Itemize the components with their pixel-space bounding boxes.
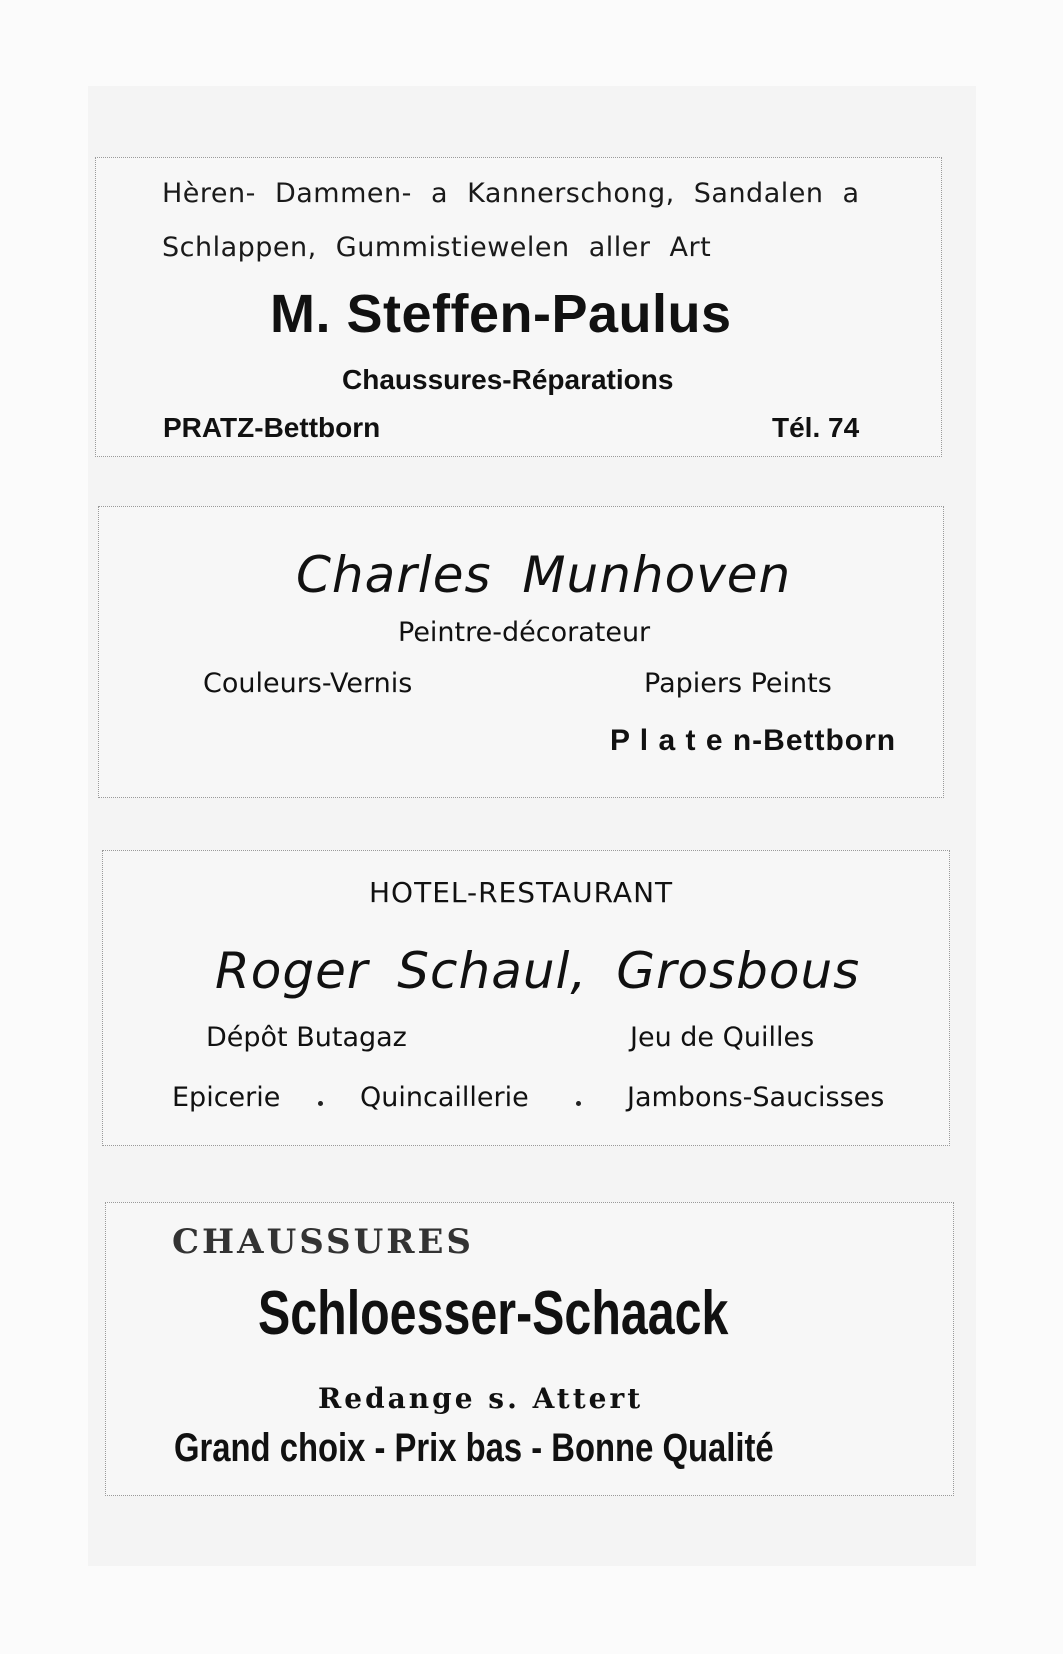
ad3-left-item: Dépôt Butagaz — [206, 1022, 407, 1053]
ad1-location: PRATZ-Bettborn — [163, 412, 381, 443]
ad2-left-item: Couleurs-Vernis — [203, 668, 413, 699]
ad1-subtitle: Chaussures-Réparations — [342, 364, 674, 395]
ad2-right-item: Papiers Peints — [644, 668, 832, 699]
ad2-business-name: Charles Munhoven — [296, 546, 792, 604]
ad1-phone: Tél. 74 — [772, 412, 860, 443]
ad1-business-name: M. Steffen-Paulus — [270, 284, 732, 344]
ad4-business-name: Schloesser-Schaack — [258, 1279, 729, 1348]
ad4-slogan: Grand choix - Prix bas - Bonne Qualité — [174, 1426, 774, 1470]
ad1-line1: Hèren- Dammen- a Kannerschong, Sandalen a — [162, 178, 860, 209]
ad3-heading: HOTEL-RESTAURANT — [369, 876, 674, 909]
ad1-line2: Schlappen, Gummistiewelen aller Art — [162, 232, 712, 263]
separator-dot — [318, 1101, 323, 1106]
ad4-location: Redange s. Attert — [318, 1382, 644, 1415]
ad4-category: CHAUSSURES — [172, 1222, 474, 1262]
ad2-location: P l a t e n-Bettborn — [610, 724, 897, 757]
ad3-item-quincaillerie: Quincaillerie — [360, 1082, 529, 1113]
separator-dot — [576, 1101, 581, 1106]
ad3-business-name: Roger Schaul, Grosbous — [215, 942, 861, 1000]
ad2-profession: Peintre-décorateur — [398, 617, 651, 648]
ad3-right-item: Jeu de Quilles — [630, 1022, 815, 1053]
ad3-item-jambons: Jambons-Saucisses — [627, 1082, 885, 1113]
ad3-item-epicerie: Epicerie — [172, 1082, 281, 1113]
